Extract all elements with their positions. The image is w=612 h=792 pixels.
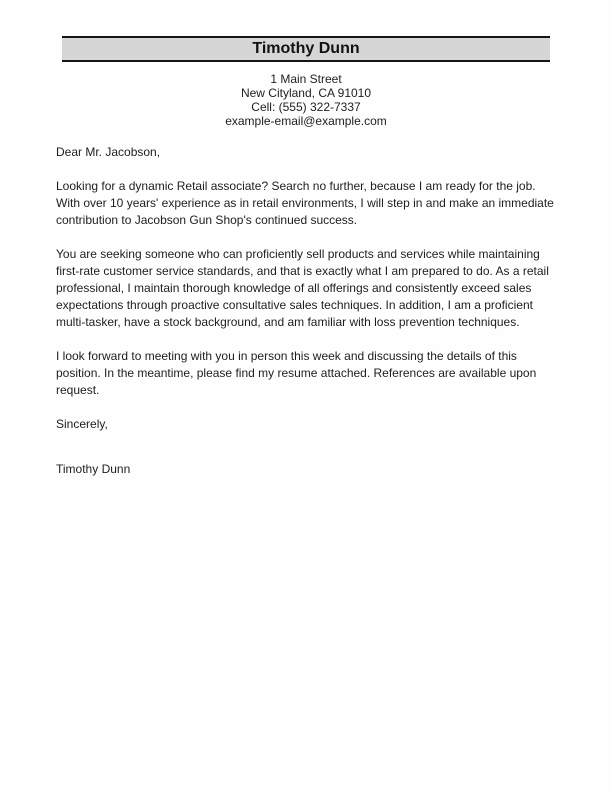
greeting: Dear Mr. Jacobson, (56, 145, 161, 159)
paragraph-2: You are seeking someone who can proficiently sell products and services while maintaining first-rate customer service standards, and that is exactly what I am prepared to do. As a retail professional, I maintain thorough knowledge of all offerings and consistently exceed sales expectations through proactive consultative sales techniques. In addition, I am a proficient multi-tasker, have a stock background, and am familiar with loss prevention techniques. (56, 247, 549, 329)
paragraph-1: Looking for a dynamic Retail associate? Search no further, because I am ready for the job. With over 10 years' experience as in retail environments, I will step in and make an immediate contribution to Jacobson Gun Shop's continued success. (56, 179, 554, 227)
letter-body (56, 144, 560, 478)
email-line: example-email@example.com (225, 114, 387, 128)
address-line-2: New Cityland, CA 91010 (240, 86, 372, 100)
signature: Timothy Dunn (56, 462, 131, 476)
address-line-1: 1 Main Street (270, 72, 342, 86)
person-name: Timothy Dunn (252, 40, 360, 57)
closing: Sincerely, (56, 417, 108, 431)
name-banner (62, 36, 550, 62)
contact-block (0, 72, 612, 128)
paragraph-3: I look forward to meeting with you in person this week and discussing the details of this position. In the meantime, please find my resume attached. References are available upon request. (56, 349, 537, 397)
phone-line: Cell: (555) 322-7337 (251, 100, 361, 114)
